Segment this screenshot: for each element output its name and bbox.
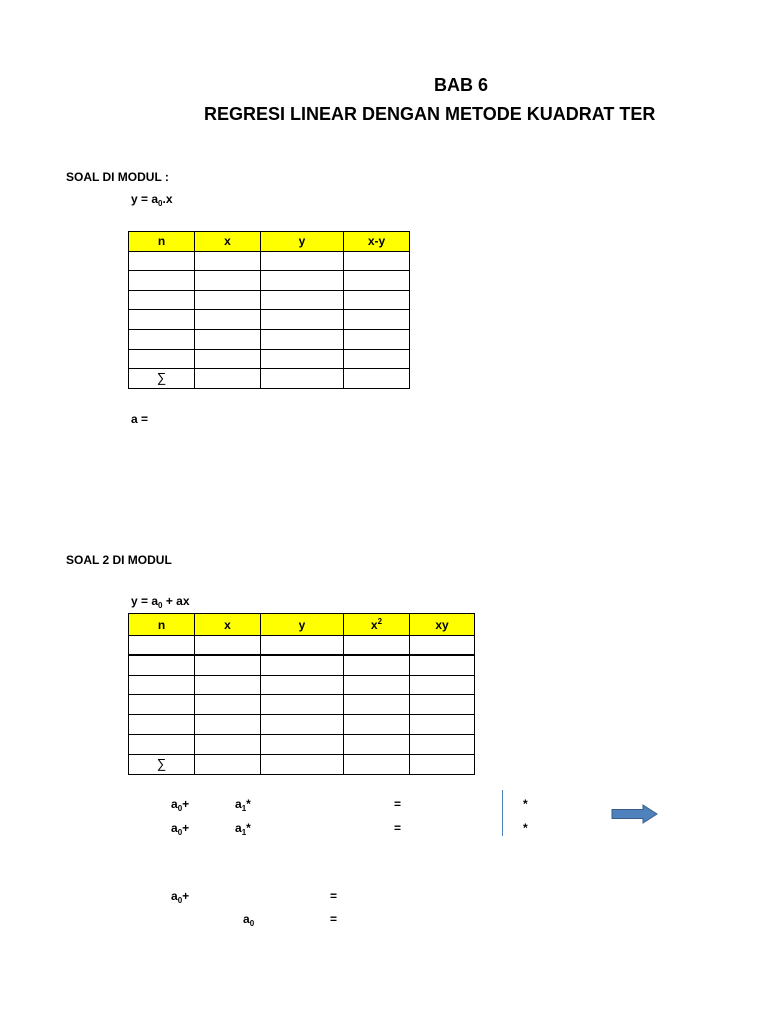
column-header-y: y [261,232,344,252]
table-row [129,251,410,271]
table-row [129,695,475,715]
table-cell [261,636,344,656]
soal2-label: SOAL 2 DI MODUL [66,553,172,567]
sum-symbol: ∑ [129,754,195,774]
sum-cell [410,754,475,774]
table-row [129,734,475,754]
table-cell [261,655,344,675]
page-subtitle: REGRESI LINEAR DENGAN METODE KUADRAT TER [204,104,656,124]
table-row [129,349,410,369]
table-cell [261,251,344,271]
sum-cell [195,754,261,774]
formula-text: y = a [131,594,159,608]
table-cell [410,695,475,715]
column-header-n: n [129,232,195,252]
column-header-superscript: 2 [377,616,383,626]
table-row [129,271,410,291]
term-base: a [243,912,250,926]
column-header-xy: xy [410,614,475,636]
table-cell [344,636,410,656]
table-cell [261,695,344,715]
table-cell [261,349,344,369]
table-row [129,329,410,349]
table-cell [195,715,261,735]
soal1-label: SOAL DI MODUL : [66,170,169,184]
term-operator: * [246,821,251,835]
formula-subscript: 0 [158,601,163,610]
table-cell [261,734,344,754]
term-operator: * [246,797,251,811]
table-row [129,715,475,735]
table-cell [129,655,195,675]
table-cell [129,251,195,271]
table-cell [261,310,344,330]
table-header-row [129,232,410,252]
table-cell [410,715,475,735]
table-cell [344,271,410,291]
sum-row [129,754,475,774]
table-cell [195,349,261,369]
table-cell [129,734,195,754]
table-cell [344,675,410,695]
table-cell [195,251,261,271]
equals-sign: = [394,821,402,835]
coefficient-a0-term [171,888,189,904]
table-cell [261,329,344,349]
sum-cell [195,369,261,389]
table-cell [344,349,410,369]
soal1-table-body [129,232,410,389]
table-cell [129,675,195,695]
term-subscript: 1 [241,828,247,837]
page-title: BAB 6 [434,75,489,95]
table-row [129,636,475,656]
table-cell [410,636,475,656]
multiplier-mark: * [523,821,528,835]
soal1-formula [131,191,173,207]
term-operator: + [182,889,190,903]
table-cell [344,290,410,310]
term-base: a [171,821,178,835]
term-subscript: 0 [177,828,183,837]
table-row [129,655,475,675]
soal2-table-body [129,614,475,775]
table-cell [195,734,261,754]
sum-row [129,369,410,389]
table-cell [344,695,410,715]
table-cell [261,715,344,735]
table-cell [195,636,261,656]
equals-sign: = [394,797,402,811]
table-cell [129,636,195,656]
column-header-base: x [370,617,378,632]
table-cell [344,734,410,754]
right-arrow-shape [612,805,657,823]
column-header-x: x [195,614,261,636]
table-cell [195,675,261,695]
table-cell [129,715,195,735]
table-cell [410,655,475,675]
sum-cell [344,754,410,774]
soal1-result-label: a = [131,412,149,426]
term-subscript: 0 [249,919,255,928]
column-header-x-minus-y: x-y [344,232,410,252]
soal1-table [128,231,410,389]
table-cell [129,349,195,369]
sum-cell [261,369,344,389]
column-header-x: x [195,232,261,252]
table-cell [195,695,261,715]
sum-cell [344,369,410,389]
soal2-formula [131,593,190,609]
right-arrow-icon [611,804,658,824]
term-subscript: 0 [177,896,183,905]
table-row [129,310,410,330]
sum-cell [261,754,344,774]
formula-text-end: .x [162,192,173,206]
term-base: a [235,797,242,811]
soal2-table [128,613,475,775]
coefficient-a0-term [171,820,189,836]
term-base: a [235,821,242,835]
table-cell [129,695,195,715]
coefficient-a0-term [171,796,189,812]
table-cell [261,675,344,695]
table-cell [410,734,475,754]
column-header-n: n [129,614,195,636]
equation-divider [502,790,503,836]
table-cell [344,715,410,735]
table-cell [261,290,344,310]
equals-sign: = [330,912,338,926]
term-operator: + [182,797,190,811]
multiplier-mark: * [523,797,528,811]
sum-symbol: ∑ [129,369,195,389]
formula-text: y = a [131,192,159,206]
table-cell [129,310,195,330]
table-cell [344,251,410,271]
term-subscript: 0 [177,804,183,813]
table-row [129,290,410,310]
coefficient-a1-term [235,796,251,812]
table-cell [195,310,261,330]
table-cell [261,271,344,291]
equals-sign: = [330,889,338,903]
term-operator: + [182,821,190,835]
table-cell [129,271,195,291]
table-cell [344,329,410,349]
table-cell [195,290,261,310]
coefficient-a1-term [235,820,251,836]
table-cell [410,675,475,695]
term-base: a [171,889,178,903]
column-header-x-squared [344,614,410,636]
table-cell [344,655,410,675]
table-cell [195,329,261,349]
table-cell [129,329,195,349]
table-cell [195,271,261,291]
formula-text-end: + ax [162,594,190,608]
table-header-row [129,614,475,636]
term-base: a [171,797,178,811]
formula-subscript: 0 [158,199,163,208]
coefficient-a0-term [243,911,254,927]
right-arrow-svg [611,804,658,824]
table-row [129,675,475,695]
term-subscript: 1 [241,804,247,813]
table-cell [344,310,410,330]
table-cell [129,290,195,310]
table-cell [195,655,261,675]
column-header-y: y [261,614,344,636]
